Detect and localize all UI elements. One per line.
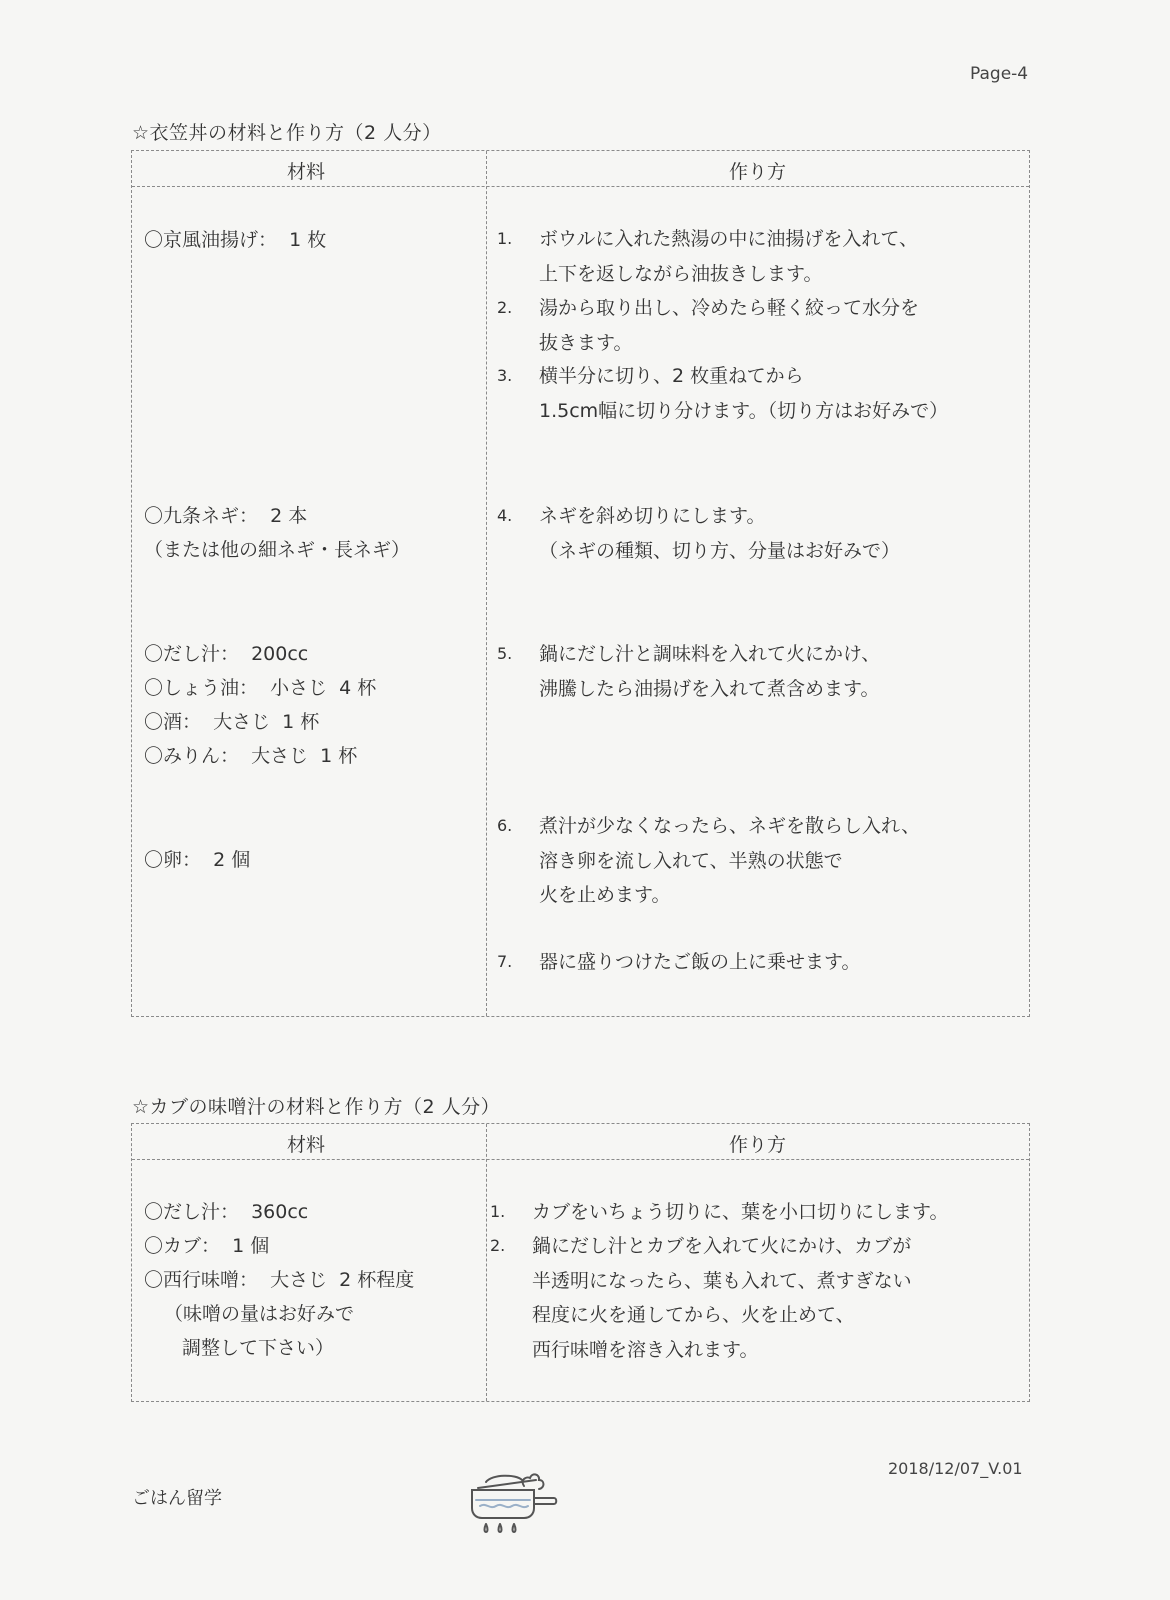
step-number: 2. [490, 1236, 506, 1255]
ingredient-note: （または他の細ネギ・長ネギ） [144, 539, 411, 561]
ingredient-item: 〇みりん： 大さじ 1 杯 [144, 745, 358, 767]
step-number: 1. [490, 1202, 506, 1221]
section2-header-row [132, 1124, 1029, 1160]
step-text: カブをいちょう切りに、葉を小口切りにします。 [532, 1201, 949, 1223]
section1-ingredients-header: 材料 [287, 161, 326, 183]
ingredient-item: 〇だし汁： 360cc [144, 1201, 309, 1223]
section2-title: ☆カブの味噌汁の材料と作り方（2 人分） [132, 1096, 501, 1118]
section1-col-divider [486, 151, 487, 1016]
step-number: 3. [497, 366, 513, 385]
step-number: 6. [497, 816, 513, 835]
section1-header-row [132, 151, 1029, 187]
ingredient-item: 〇カブ： 1 個 [144, 1235, 270, 1257]
section1-title: ☆衣笠丼の材料と作り方（2 人分） [132, 122, 442, 144]
ingredient-item: 〇しょう油： 小さじ 4 杯 [144, 677, 377, 699]
ingredient-item: 〇九条ネギ： 2 本 [144, 505, 308, 527]
section1-table [131, 150, 1030, 1017]
step-text: ネギを斜め切りにします。 （ネギの種類、切り方、分量はお好みで） [539, 505, 901, 562]
ingredient-note: （味噌の量はお好みで [164, 1303, 355, 1325]
step-text: ボウルに入れた熱湯の中に油揚げを入れて、 上下を返しながら油抜きします。 [539, 228, 919, 285]
section1-method-header: 作り方 [729, 161, 787, 183]
step-text: 横半分に切り、2 枚重ねてから 1.5cm幅に切り分けます。（切り方はお好みで） [539, 365, 949, 422]
ingredient-item: 〇西行味噌： 大さじ 2 杯程度 [144, 1269, 415, 1291]
ingredient-note: 調整して下さい） [182, 1337, 335, 1359]
footer-date: 2018/12/07_V.01 [888, 1459, 1023, 1478]
footer-brand: ごはん留学 [132, 1488, 222, 1509]
ingredient-item: 〇卵： 2 個 [144, 849, 251, 871]
step-text: 湯から取り出し、冷めたら軽く絞って水分を 抜きます。 [539, 297, 920, 354]
steaming-pot-icon [468, 1466, 560, 1542]
ingredient-item: 〇だし汁： 200cc [144, 643, 309, 665]
step-number: 1. [497, 229, 513, 248]
step-number: 2. [497, 298, 513, 317]
step-text: 煮汁が少なくなったら、ネギを散らし入れ、 溶き卵を流し入れて、半熟の状態で 火を止めます。 [539, 815, 921, 906]
ingredient-item: 〇酒： 大さじ 1 杯 [144, 711, 320, 733]
section2-col-divider [486, 1124, 487, 1401]
section2-table [131, 1123, 1030, 1402]
step-number: 4. [497, 506, 513, 525]
section2-method-header: 作り方 [729, 1134, 787, 1156]
step-text: 鍋にだし汁と調味料を入れて火にかけ、 沸騰したら油揚げを入れて煮含めます。 [539, 643, 881, 700]
section2-ingredients-header: 材料 [287, 1134, 326, 1156]
step-text: 鍋にだし汁とカブを入れて火にかけ、カブが 半透明になったら、葉も入れて、煮すぎない 程度に火を通してから、火を止めて、 西行味噌を溶き入れます。 [532, 1235, 912, 1361]
step-text: 器に盛りつけたご飯の上に乗せます。 [539, 951, 861, 973]
step-number: 7. [497, 952, 513, 971]
ingredient-item: 〇京風油揚げ： 1 枚 [144, 229, 327, 251]
step-number: 5. [497, 644, 513, 663]
page-number: Page-4 [970, 64, 1029, 84]
